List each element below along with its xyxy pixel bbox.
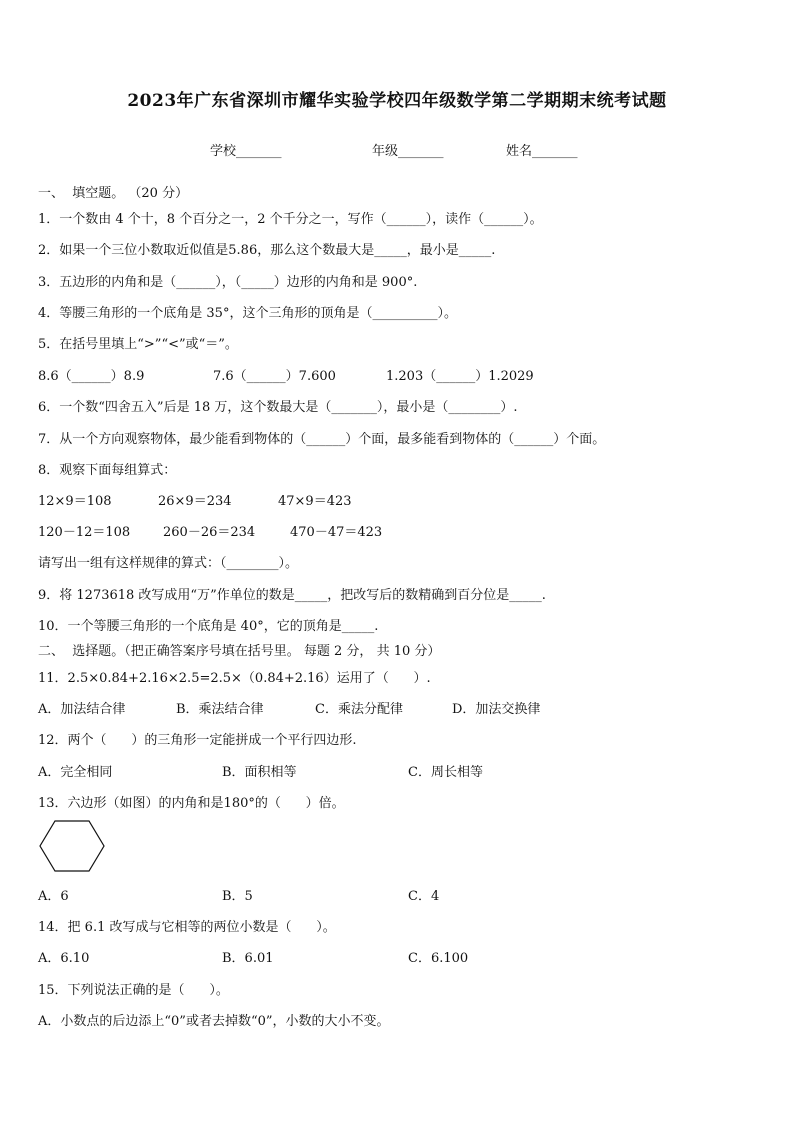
q11-option-d: D．加法交换律 bbox=[452, 702, 541, 717]
q11-option-c: C．乘法分配律 bbox=[315, 702, 403, 717]
q5-item-1: 8.6（______）8.9 bbox=[38, 369, 145, 384]
q5-item-3: 1.203（______）1.2029 bbox=[386, 369, 534, 384]
grade-field: 年级_______ bbox=[372, 144, 444, 159]
question-14: 14．把 6.1 改写成与它相等的两位小数是（ ）。 bbox=[38, 920, 336, 935]
question-8-ask: 请写出一组有这样规律的算式：（________）。 bbox=[38, 556, 299, 571]
question-3: 3．五边形的内角和是（______），（_____）边形的内角和是 900°. bbox=[38, 275, 418, 290]
question-7: 7．从一个方向观察物体，最少能看到物体的（______）个面，最多能看到物体的（______）个面。 bbox=[38, 432, 606, 447]
question-5: 5．在括号里填上“>”“<”或“＝”。 bbox=[38, 337, 238, 352]
section1-heading: 一、 填空题。 （20 分） bbox=[38, 186, 189, 201]
q8-equation-1: 12×9＝108 bbox=[38, 494, 112, 509]
q14-option-b: B．6.01 bbox=[222, 951, 274, 966]
question-1: 1．一个数由 4 个十，8 个百分之一，2 个千分之一，写作（______），读作（______）。 bbox=[38, 212, 543, 227]
question-12: 12．两个（ ）的三角形一定能拼成一个平行四边形. bbox=[38, 733, 357, 748]
q5-item-2: 7.6（______）7.600 bbox=[213, 369, 336, 384]
q11-option-a: A．加法结合律 bbox=[38, 702, 126, 717]
page-title: 2023年广东省深圳市耀华实验学校四年级数学第二学期期末统考试题 bbox=[127, 91, 667, 111]
q8-equation-3: 47×9＝423 bbox=[278, 494, 352, 509]
q8-equation-2: 26×9＝234 bbox=[158, 494, 232, 509]
question-15: 15．下列说法正确的是（ ）。 bbox=[38, 983, 229, 998]
question-2: 2．如果一个三位小数取近似值是5.86，那么这个数最大是_____，最小是_____. bbox=[38, 243, 496, 258]
q14-option-c: C．6.100 bbox=[408, 951, 469, 966]
question-13: 13．六边形（如图）的内角和是180°的（ ）倍。 bbox=[38, 796, 345, 811]
q11-option-b: B．乘法结合律 bbox=[176, 702, 264, 717]
question-4: 4．等腰三角形的一个底角是 35°，这个三角形的顶角是（__________）。 bbox=[38, 306, 457, 321]
q15-option-a: A．小数点的后边添上“0”或者去掉数“0”，小数的大小不变。 bbox=[38, 1014, 390, 1029]
hexagon-figure bbox=[38, 820, 106, 872]
hexagon-shape bbox=[40, 821, 104, 871]
q12-option-c: C．周长相等 bbox=[408, 765, 483, 780]
name-field: 姓名_______ bbox=[506, 144, 578, 159]
question-10: 10．一个等腰三角形的一个底角是 40°，它的顶角是_____. bbox=[38, 619, 379, 634]
q13-option-b: B．5 bbox=[222, 889, 253, 904]
question-9: 9．将 1273618 改写成用“万”作单位的数是_____，把改写后的数精确到百分位是_____. bbox=[38, 588, 546, 603]
question-8: 8．观察下面每组算式： bbox=[38, 463, 177, 478]
school-field: 学校_______ bbox=[210, 144, 282, 159]
q13-option-a: A．6 bbox=[38, 889, 69, 904]
q13-option-c: C．4 bbox=[408, 889, 440, 904]
question-6: 6．一个数“四舍五入”后是 18 万，这个数最大是（_______），最小是（________）. bbox=[38, 400, 518, 415]
q8-equation-5: 260－26＝234 bbox=[163, 525, 256, 540]
q8-equation-4: 120－12＝108 bbox=[38, 525, 131, 540]
q12-option-b: B．面积相等 bbox=[222, 765, 297, 780]
q14-option-a: A．6.10 bbox=[38, 951, 90, 966]
section2-heading: 二、 选择题。（把正确答案序号填在括号里。 每题 2 分， 共 10 分） bbox=[38, 644, 441, 659]
question-11: 11．2.5×0.84+2.16×2.5=2.5×（0.84+2.16）运用了（ ）. bbox=[38, 671, 431, 686]
q12-option-a: A．完全相同 bbox=[38, 765, 113, 780]
q8-equation-6: 470－47＝423 bbox=[290, 525, 383, 540]
